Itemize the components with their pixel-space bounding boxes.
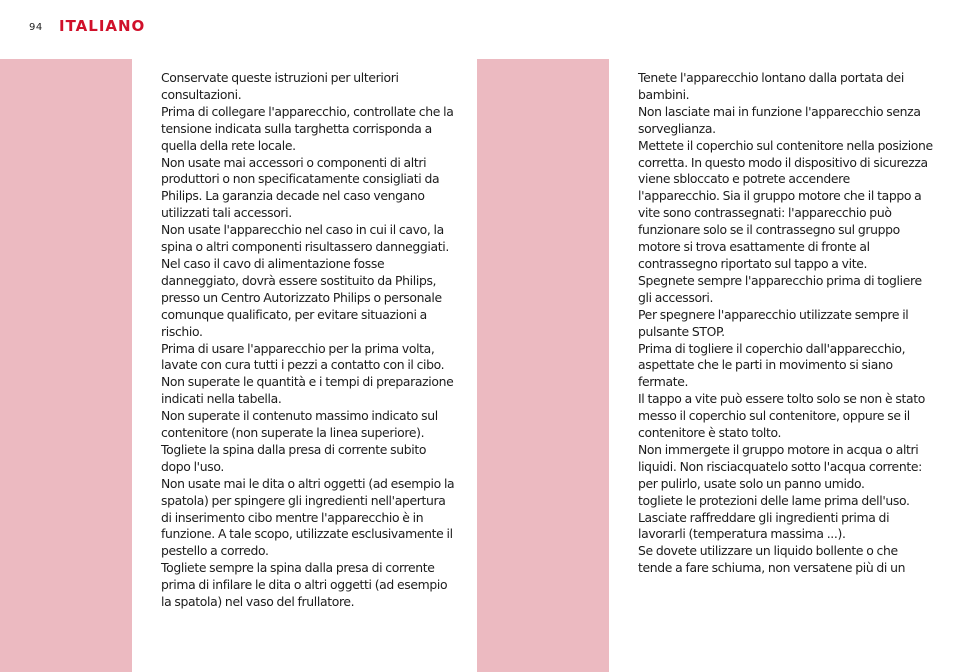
right-margin-band: [477, 59, 609, 672]
paragraph: Conservate queste istruzioni per ulteriori consultazioni.: [161, 70, 399, 102]
paragraph: Non usate mai accessori o componenti di altri produttori o non specificatamente consigliati da Philips. La garanzia decade nel caso vengano utilizzati tali accessori.: [161, 154, 440, 221]
paragraph: Mettete il coperchio sul contenitore nella posizione corretta. In questo modo il dispositivo di sicurezza viene sbloccato e potrete accendere l'apparecchio. Sia il gruppo motore che il tappo a vite sono contrassegnati: l'apparecchio può funzionare solo se il contrassegno sul gruppo motore si trova esattamente di fronte al contrassegno riportato sul tappo a vite.: [638, 137, 933, 271]
paragraph: Spegnete sempre l'apparecchio prima di togliere gli accessori.: [638, 272, 922, 305]
paragraph: Nel caso il cavo di alimentazione fosse danneggiato, dovrà essere sostituito da Philips, presso un Centro Autorizzato Philips o personale comunque qualificato, per evitare situazioni a rischio.: [161, 255, 442, 339]
paragraph: Prima di togliere il coperchio dall'apparecchio, aspettate che le parti in movimento si siano fermate.: [638, 340, 906, 390]
left-margin-band: [0, 59, 132, 672]
paragraph: togliete le protezioni delle lame prima dell'uso.: [638, 492, 910, 508]
paragraph: Togliete sempre la spina dalla presa di corrente prima di infilare le dita o altri oggetti (ad esempio la spatola) nel vaso del frullatore.: [161, 560, 448, 610]
paragraph: Togliete la spina dalla presa di corrente subito dopo l'uso.: [161, 441, 427, 474]
right-text-column: [638, 70, 934, 577]
paragraph: Non immergete il gruppo motore in acqua o altri liquidi. Non risciacquatelo sotto l'acqua corrente: per pulirlo, usate solo un panno umido.: [638, 441, 922, 491]
paragraph: Il tappo a vite può essere tolto solo se non è stato messo il coperchio sul contenitore, oppure se il contenitore è stato tolto.: [638, 391, 925, 441]
section-title: ITALIANO: [59, 17, 146, 35]
paragraph: Non superate le quantità e i tempi di preparazione indicati nella tabella.: [161, 374, 454, 407]
paragraph: Lasciate raffreddare gli ingredienti prima di lavorarli (temperatura massima ...).: [638, 509, 890, 542]
paragraph: Prima di usare l'apparecchio per la prima volta, lavate con cura tutti i pezzi a contatto con il cibo.: [161, 340, 445, 373]
paragraph: Per spegnere l'apparecchio utilizzate sempre il pulsante STOP.: [638, 306, 909, 339]
left-text-column: [161, 70, 457, 611]
paragraph: Non usate mai le dita o altri oggetti (ad esempio la spatola) per spingere gli ingredienti nell'apertura di inserimento cibo mentre l'apparecchio è in funzione. A tale scopo, utilizzate esclusivamente il pestello a corredo.: [161, 475, 455, 559]
page-number: 94: [29, 22, 43, 33]
paragraph: Non superate il contenuto massimo indicato sul contenitore (non superate la linea superiore).: [161, 408, 438, 441]
paragraph: Prima di collegare l'apparecchio, controllate che la tensione indicata sulla targhetta corrisponda a quella della rete locale.: [161, 103, 454, 153]
paragraph: Non lasciate mai in funzione l'apparecchio senza sorveglianza.: [638, 103, 921, 136]
paragraph: Non usate l'apparecchio nel caso in cui il cavo, la spina o altri componenti risultassero danneggiati.: [161, 222, 449, 255]
paragraph: Se dovete utilizzare un liquido bollente o che tende a fare schiuma, non versatene più di un: [638, 543, 906, 576]
paragraph: Tenete l'apparecchio lontano dalla portata dei bambini.: [638, 70, 904, 102]
